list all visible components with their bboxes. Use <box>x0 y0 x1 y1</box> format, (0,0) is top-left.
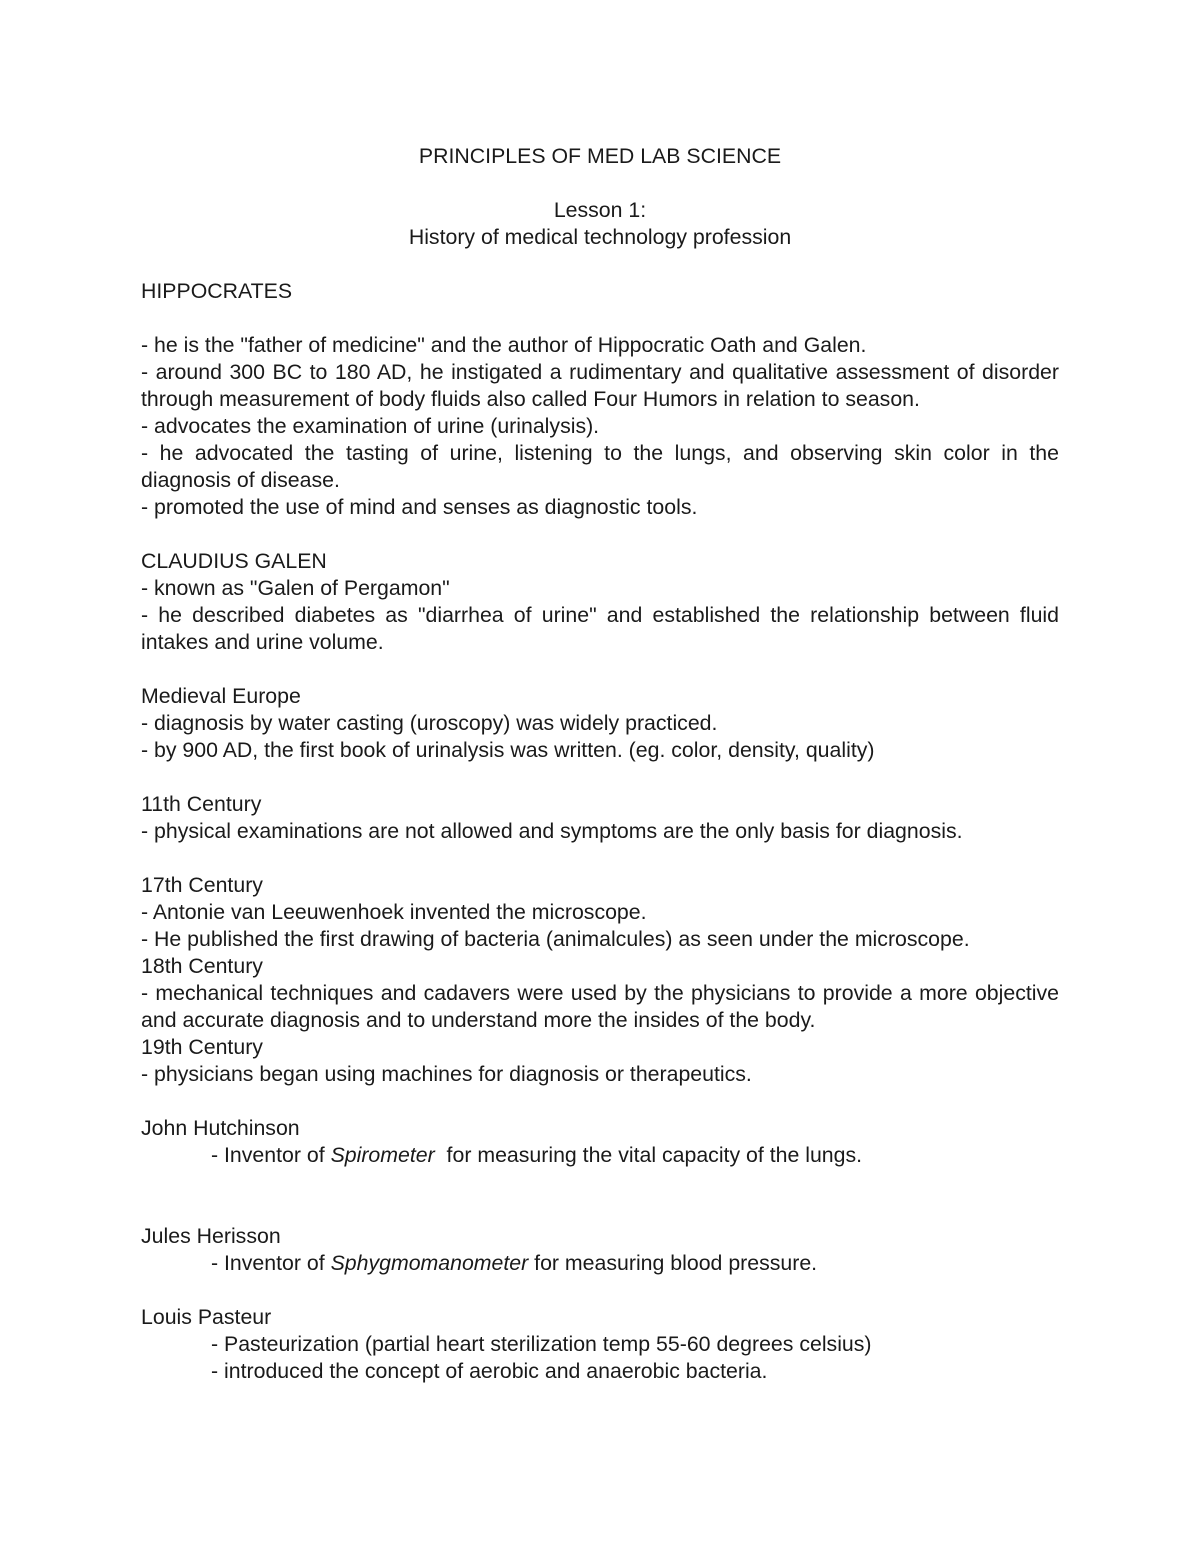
lesson-number: Lesson 1: <box>553 198 647 222</box>
medieval-point-2: - by 900 AD, the first book of urinalysis was written. (eg. color, density, quality) <box>141 738 875 762</box>
hippocrates-point-2: - around 300 BC to 180 AD, he instigated a rudimentary and qualitative assessment of disorder through measurement of body fluids also called Four Humors in relation to season. <box>141 360 1059 411</box>
hutchinson-suffix: for measuring the vital capacity of the lungs. <box>434 1143 863 1167</box>
section-heading-medieval: Medieval Europe <box>141 684 301 708</box>
11th-century-point-1: - physical examinations are not allowed and symptoms are the only basis for diagnosis. <box>141 819 963 843</box>
document-title: PRINCIPLES OF MED LAB SCIENCE <box>418 144 782 168</box>
section-heading-hippocrates: HIPPOCRATES <box>141 279 293 303</box>
18th-century-point-1: - mechanical techniques and cadavers were used by the physicians to provide a more objective and accurate diagnosis and to understand more the insides of the body. <box>141 981 1059 1032</box>
hippocrates-point-4: - he advocated the tasting of urine, listening to the lungs, and observing skin color in the diagnosis of disease. <box>141 441 1059 492</box>
herisson-term: Sphygmomanometer <box>330 1251 529 1275</box>
section-heading-pasteur: Louis Pasteur <box>141 1305 272 1329</box>
pasteur-point-1: - Pasteurization (partial heart sterilization temp 55-60 degrees celsius) <box>211 1332 872 1356</box>
pasteur-point-2: - introduced the concept of aerobic and anaerobic bacteria. <box>211 1359 768 1383</box>
section-heading-17th-century: 17th Century <box>141 873 263 897</box>
section-heading-18th-century: 18th Century <box>141 954 263 978</box>
galen-point-1: - known as "Galen of Pergamon" <box>141 576 450 600</box>
17th-century-point-2: - He published the first drawing of bacteria (animalcules) as seen under the microscope. <box>141 927 970 951</box>
hutchinson-term: Spirometer <box>330 1143 435 1167</box>
document-page <box>141 0 1059 1385</box>
19th-century-point-1: - physicians began using machines for diagnosis or therapeutics. <box>141 1062 752 1086</box>
herisson-point-1 <box>141 1250 1059 1277</box>
hutchinson-prefix: - Inventor of <box>211 1143 331 1167</box>
section-heading-19th-century: 19th Century <box>141 1035 263 1059</box>
17th-century-point-1: - Antonie van Leeuwenhoek invented the microscope. <box>141 900 647 924</box>
lesson-subtitle: History of medical technology profession <box>408 225 792 249</box>
hippocrates-point-5: - promoted the use of mind and senses as diagnostic tools. <box>141 495 698 519</box>
section-heading-galen: CLAUDIUS GALEN <box>141 549 327 573</box>
herisson-suffix: for measuring blood pressure. <box>528 1251 818 1275</box>
galen-point-2: - he described diabetes as "diarrhea of urine" and established the relationship between fluid intakes and urine volume. <box>141 603 1059 654</box>
section-heading-hutchinson: John Hutchinson <box>141 1116 300 1140</box>
hippocrates-point-1: - he is the "father of medicine" and the author of Hippocratic Oath and Galen. <box>141 333 867 357</box>
hutchinson-point-1 <box>141 1142 1059 1169</box>
herisson-prefix: - Inventor of <box>211 1251 331 1275</box>
medieval-point-1: - diagnosis by water casting (uroscopy) was widely practiced. <box>141 711 718 735</box>
hippocrates-point-3: - advocates the examination of urine (urinalysis). <box>141 414 600 438</box>
section-heading-11th-century: 11th Century <box>141 792 262 816</box>
section-heading-herisson: Jules Herisson <box>141 1224 281 1248</box>
